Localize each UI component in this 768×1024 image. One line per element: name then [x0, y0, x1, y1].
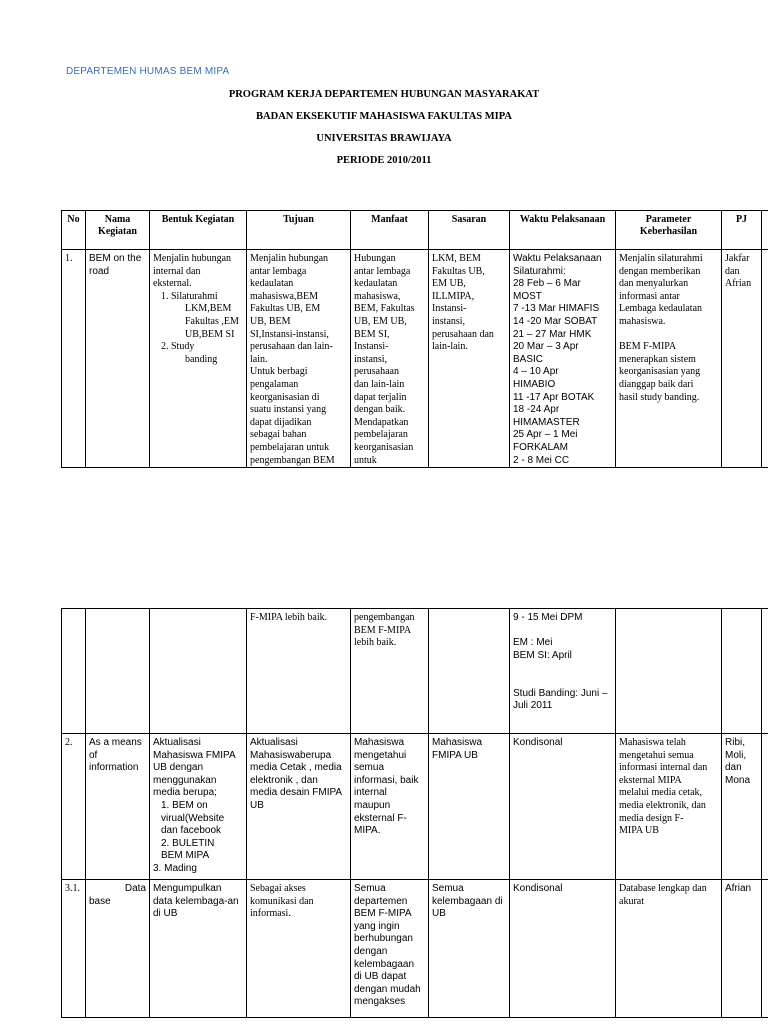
title-line-2: BADAN EKSEKUTIF MAHASISWA FAKULTAS MIPA — [256, 111, 512, 122]
cell-nama — [86, 609, 150, 734]
cell-no — [62, 609, 86, 734]
cell-extra — [762, 250, 768, 468]
program-table-part-1 — [61, 210, 768, 468]
title-line-3: UNIVERSITAS BRAWIJAYA — [316, 133, 452, 144]
cell-waktu: Waktu Pelaksanaan Silaturahmi: 28 Feb – 6 Mar MOST 7 -13 Mar HIMAFIS 14 -20 Mar SOBAT 21 – 27 Mar HMK 20 Mar – 3 Apr BASIC 4 – 10 Apr HIMABIO 11 -17 Apr BOTAK 18 -24 Apr HIMAMASTER 25 Apr – 1 Mei FORKALAM 2 - 8 Mei CC — [510, 250, 616, 468]
col-header-sasaran: Sasaran — [429, 211, 510, 250]
cell-waktu: Kondisonal — [510, 734, 616, 880]
cell-manfaat: Semua departemen BEM F-MIPA yang ingin berhubungan dengan kelembagaan di UB dapat dengan mudah mengakses — [351, 880, 429, 1018]
col-header-manfaat: Manfaat — [351, 211, 429, 250]
title-line-4: PERIODE 2010/2011 — [336, 155, 432, 166]
cell-extra — [762, 880, 768, 1018]
cell-no: 1. — [62, 250, 86, 468]
cell-tujuan: Menjalin hubungan antar lembaga kedaulatan mahasiswa,BEM Fakultas UB, EM UB, BEM SI,Instansi-instansi, perusahaan dan lain- lain. Untuk berbagi pengalaman keorganisasian di suatu instansi yang dapat dijadikan sebagai bahan pembelajaran untuk pengembangan BEM — [247, 250, 351, 468]
table-row — [62, 734, 768, 880]
col-header-tujuan: Tujuan — [247, 211, 351, 250]
cell-bentuk: Mengumpulkan data kelembaga-an di UB — [150, 880, 247, 1018]
cell-sasaran: LKM, BEM Fakultas UB, EM UB, ILLMIPA, Instansi- instansi, perusahaan dan lain-lain. — [429, 250, 510, 468]
col-header-parameter: Parameter Keberhasilan — [616, 211, 722, 250]
cell-tujuan: Sebagai akses komunikasi dan informasi. — [247, 880, 351, 1018]
cell-waktu: Kondisonal — [510, 880, 616, 1018]
cell-manfaat: Mahasiswa mengetahui semua informasi, baik internal maupun eksternal F- MIPA. — [351, 734, 429, 880]
table-row — [62, 250, 768, 468]
cell-bentuk: Menjalin hubungan internal dan eksternal. 1. Silaturahmi LKM,BEM Fakultas ,EM UB,BEM SI 2. Study banding — [150, 250, 247, 468]
cell-extra — [762, 609, 768, 734]
col-header-waktu: Waktu Pelaksanaan — [510, 211, 616, 250]
col-header-bentuk: Bentuk Kegiatan — [150, 211, 247, 250]
col-header-no: No — [62, 211, 86, 250]
document-header-label: DEPARTEMEN HUMAS BEM MIPA — [66, 66, 230, 77]
cell-parameter: Mahasiswa telah mengetahui semua informasi internal dan eksternal MIPA melalui media cetak, media elektronik, dan media design F- MIPA UB — [616, 734, 722, 880]
cell-pj: Afrian — [722, 880, 762, 1018]
cell-manfaat: pengembangan BEM F-MIPA lebih baik. — [351, 609, 429, 734]
cell-parameter: Database lengkap dan akurat — [616, 880, 722, 1018]
program-table-part-2 — [61, 608, 768, 1018]
cell-sasaran — [429, 609, 510, 734]
col-header-extra — [762, 211, 768, 250]
table-header-row — [62, 211, 768, 250]
cell-pj: Jakfar dan Afrian — [722, 250, 762, 468]
cell-nama: BEM on the road — [86, 250, 150, 468]
cell-extra — [762, 734, 768, 880]
cell-sasaran: Mahasiswa FMIPA UB — [429, 734, 510, 880]
cell-nama: As a means of information — [86, 734, 150, 880]
cell-tujuan: F-MIPA lebih baik. — [247, 609, 351, 734]
col-header-nama: Nama Kegiatan — [86, 211, 150, 250]
cell-nama: Data base — [86, 880, 150, 1018]
cell-tujuan: Aktualisasi Mahasiswaberupa media Cetak , media elektronik , dan media desain FMIPA UB — [247, 734, 351, 880]
cell-sasaran: Semua kelembagaan di UB — [429, 880, 510, 1018]
cell-no: 2. — [62, 734, 86, 880]
col-header-pj: PJ — [722, 211, 762, 250]
document-title-block — [0, 88, 768, 176]
table-row — [62, 609, 768, 734]
cell-manfaat: Hubungan antar lembaga kedaulatan mahasiswa, BEM, Fakultas UB, EM UB, BEM SI, Instansi- instansi, perusahaan dan lain-lain dapat terjalin dengan baik. Mendapatkan pembelajaran keorganisasian untuk — [351, 250, 429, 468]
title-line-1: PROGRAM KERJA DEPARTEMEN HUBUNGAN MASYARAKAT — [228, 89, 540, 100]
cell-pj — [722, 609, 762, 734]
cell-no: 3.1. — [62, 880, 86, 1018]
cell-bentuk: Aktualisasi Mahasiswa FMIPA UB dengan menggunakan media berupa; 1. BEM on virual(Website dan facebook 2. BULETIN BEM MIPA 3. Mading — [150, 734, 247, 880]
cell-bentuk — [150, 609, 247, 734]
cell-parameter: Menjalin silaturahmi dengan memberikan dan menyalurkan informasi antar Lembaga kedaulatan mahasiswa. BEM F-MIPA menerapkan sistem keorganisasian yang dianggap baik dari hasil study banding. — [616, 250, 722, 468]
cell-pj: Ribi, Moli, dan Mona — [722, 734, 762, 880]
table-row — [62, 880, 768, 1018]
cell-parameter — [616, 609, 722, 734]
cell-waktu: 9 - 15 Mei DPM EM : Mei BEM SI: April Studi Banding: Juni – Juli 2011 — [510, 609, 616, 734]
